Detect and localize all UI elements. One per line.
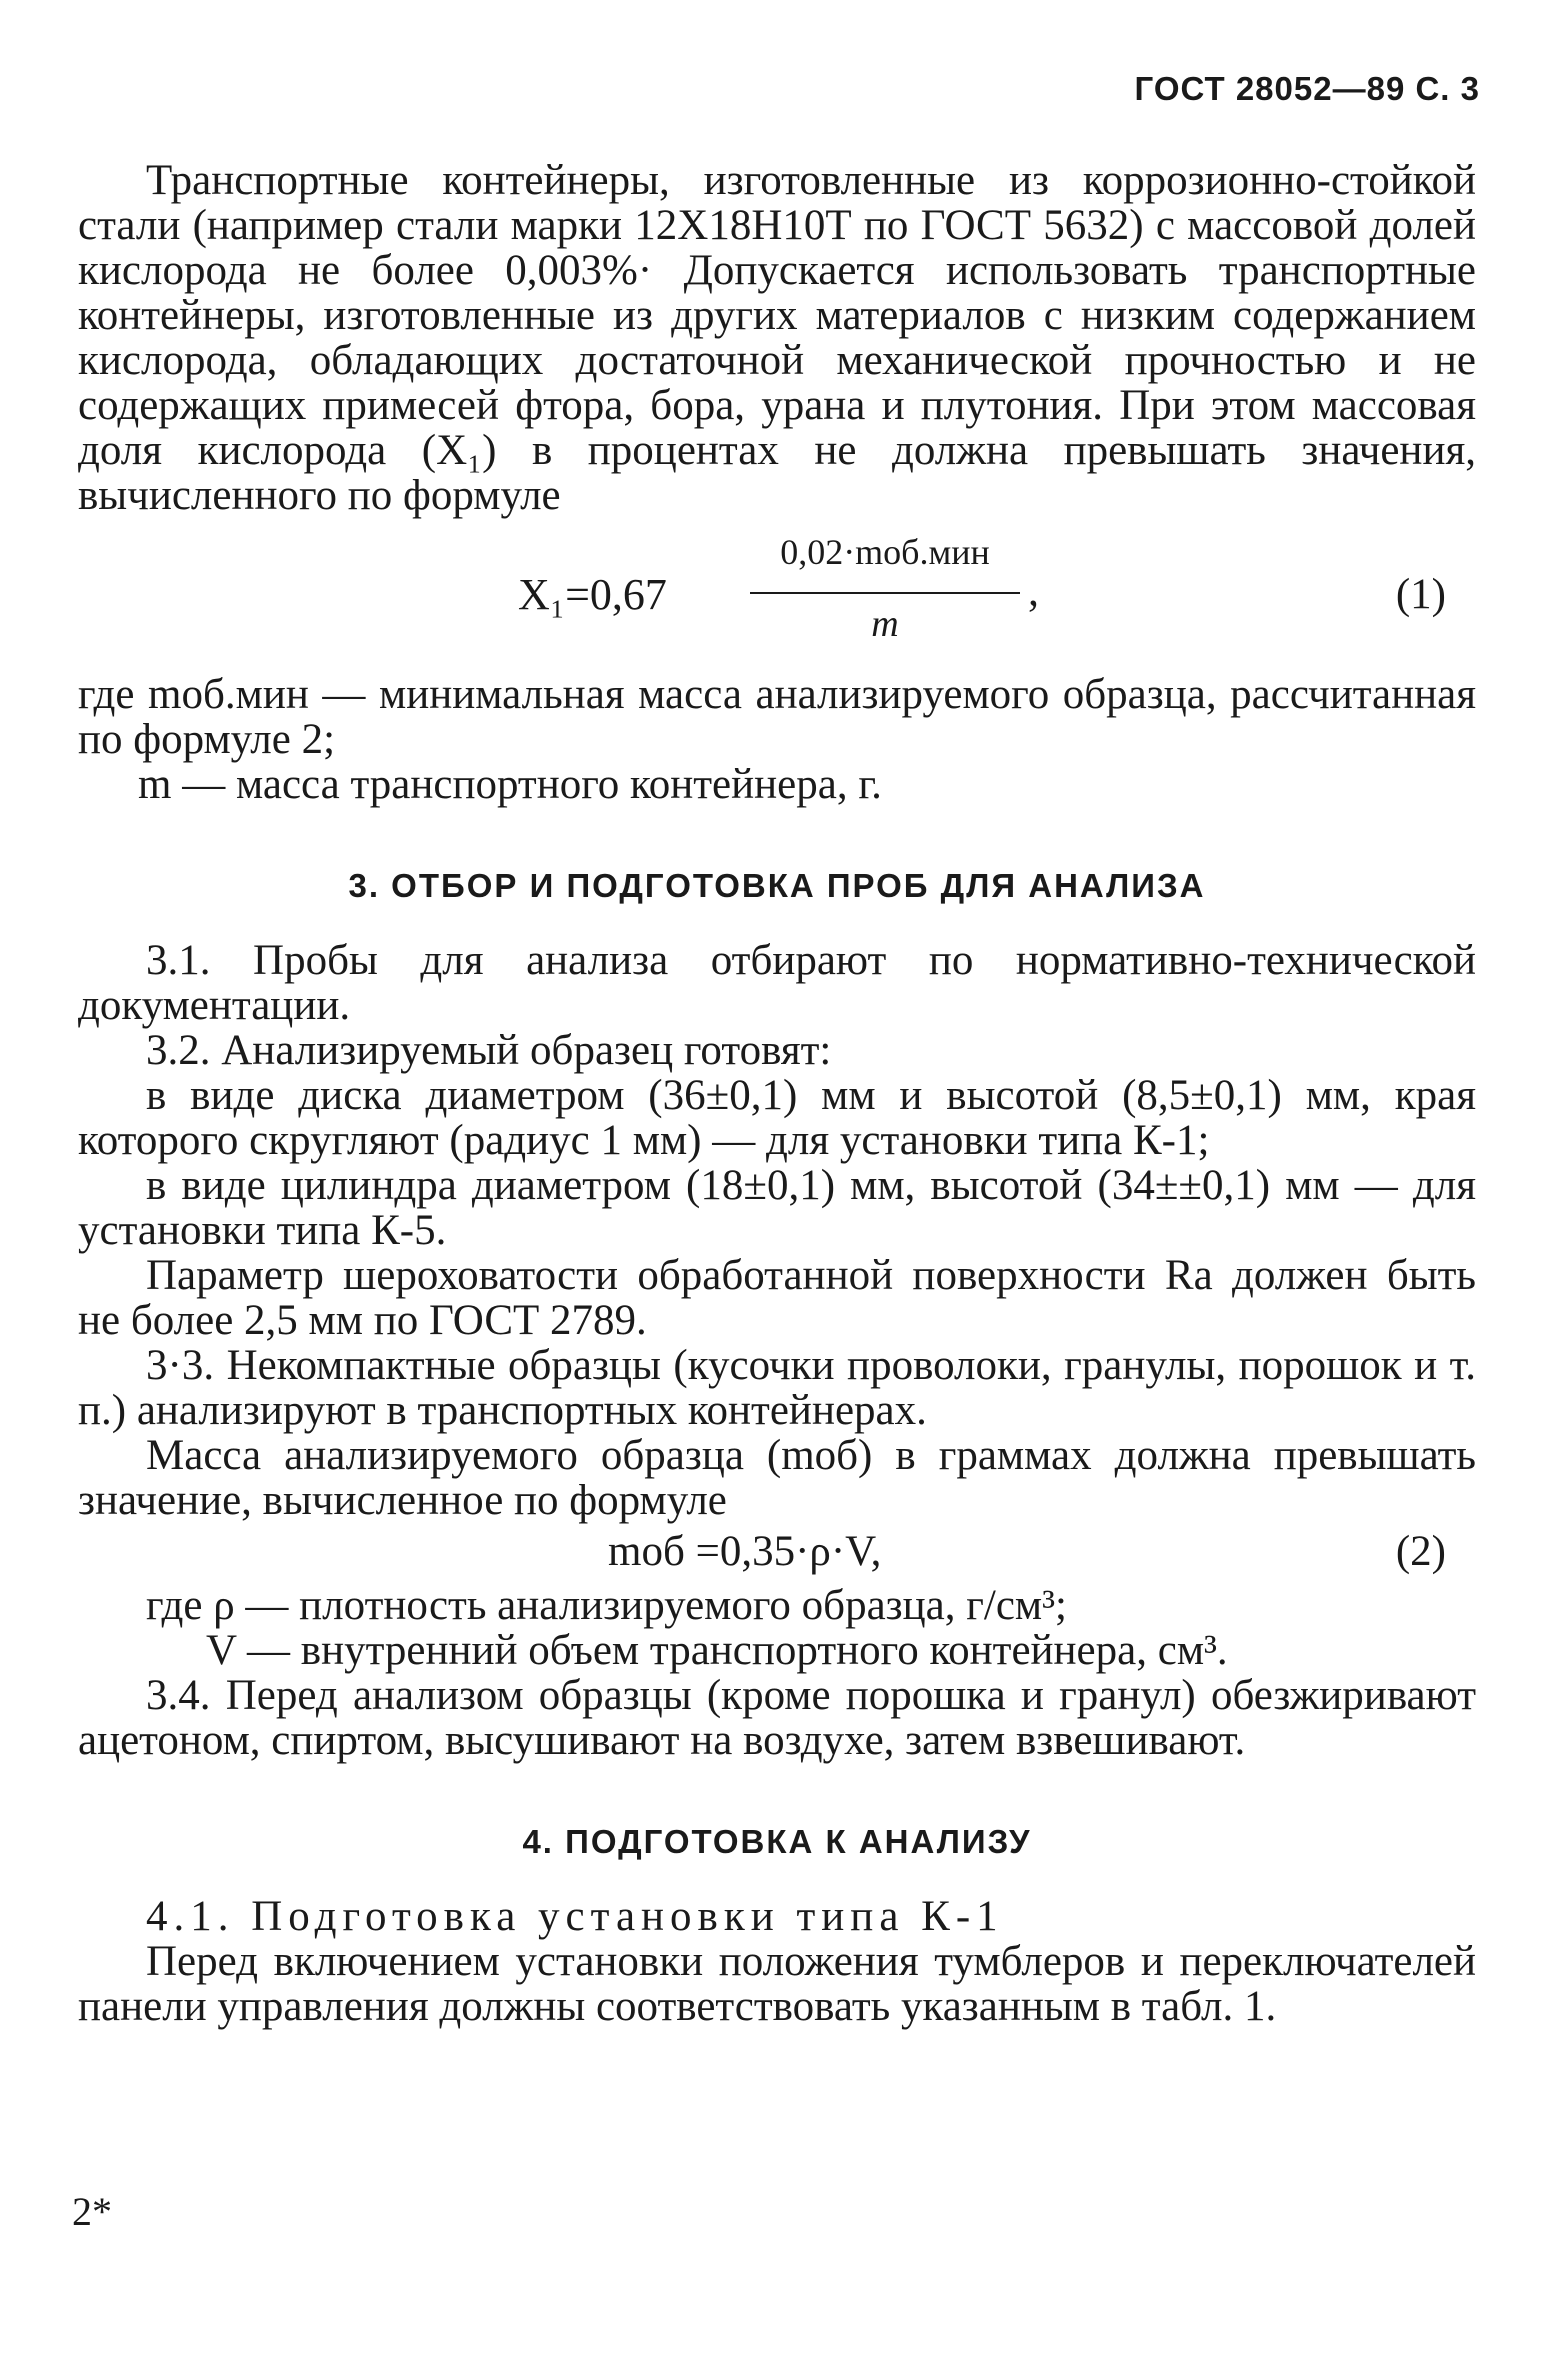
where-2-line-1: где ρ — плотность анализируемого образца, г/см³; <box>146 1582 1067 1629</box>
paragraph-3-2-cylinder: в виде цилиндра диаметром (18±0,1) мм, высотой (34±±0,1) мм — для установки типа К-5. <box>78 1162 1476 1254</box>
paragraph-3-3: 3·3. Некомпактные образцы (кусочки проволоки, гранулы, порошок и т. п.) анализируют в транспортных контейнерах. <box>78 1342 1476 1434</box>
paragraph-3-4: 3.4. Перед анализом образцы (кроме порошка и гранул) обезжиривают ацетоном, спиртом, высушивают на воздухе, затем взвешивают. <box>78 1672 1476 1764</box>
paragraph-3-1: 3.1. Пробы для анализа отбирают по нормативно-технической документации. <box>78 937 1476 1029</box>
formula-1-number: (1) <box>1395 571 1446 618</box>
paragraph-3-3-mass: Масса анализируемого образца (mоб) в граммах должна превышать значение, вычисленное по формуле <box>78 1432 1476 1524</box>
paragraph-3-2-disk: в виде диска диаметром (36±0,1) мм и высотой (8,5±0,1) мм, края которого скругляют (радиус 1 мм) — для установки типа К-1; <box>78 1072 1476 1164</box>
formula-2-expression: mоб =0,35·ρ·V, <box>608 1528 882 1575</box>
section-3-heading: 3. ОТБОР И ПОДГОТОВКА ПРОБ ДЛЯ АНАЛИЗА <box>348 867 1206 904</box>
running-head: ГОСТ 28052—89 С. 3 <box>1134 70 1480 107</box>
signature-mark: 2* <box>72 2189 112 2234</box>
fraction-bar <box>750 592 1020 594</box>
formula-1 <box>78 528 1476 668</box>
formula-2-number: (2) <box>1395 1528 1446 1575</box>
formula-1-fraction <box>750 532 1020 646</box>
document-body <box>78 158 1476 2029</box>
where-1-line-2: m — масса транспортного контейнера, г. <box>138 761 882 808</box>
formula-2 <box>78 1523 1476 1583</box>
formula-1-comma: , <box>1028 566 1039 615</box>
where-1-line-1: где mоб.мин — минимальная масса анализируемого образца, рассчитанная по формуле 2; <box>78 671 1476 763</box>
paragraph-3-2: 3.2. Анализируемый образец готовят: <box>146 1027 832 1074</box>
paragraph-3-2-roughness: Параметр шероховатости обработанной поверхности Ra должен быть не более 2,5 мм по ГОСТ 2789. <box>78 1252 1476 1344</box>
subsection-4-1-title: 4.1. Подготовка установки типа К-1 <box>146 1893 1004 1940</box>
paragraph-containers: Транспортные контейнеры, изготовленные из коррозионно-стойкой стали (например стали марки 12Х18Н10Т по ГОСТ 5632) с массовой долей кислорода не более 0,003%· Допускается использовать транспортные контейнеры, изготовленные из других материалов с низким содержанием кислорода, обладающих достаточной механической прочностью и не содержащих примесей фтора, бора, урана и плутония. При этом массовая доля кислорода (X₁) в процентах не должна превышать значения, вычисленного по формуле <box>78 157 1476 519</box>
formula-1-numerator: 0,02·mоб.мин <box>780 532 990 572</box>
paragraph-4-1: Перед включением установки положения тумблеров и переключателей панели управления должны соответствовать указанным в табл. 1. <box>78 1938 1476 2030</box>
formula-1-denominator: m <box>871 603 899 645</box>
formula-1-expression <box>518 528 1238 668</box>
formula-1-lhs: X₁=0,67 <box>518 570 667 619</box>
where-2-line-2: V — внутренний объем транспортного контейнера, см³. <box>206 1627 1228 1674</box>
section-4-heading: 4. ПОДГОТОВКА К АНАЛИЗУ <box>522 1823 1032 1860</box>
